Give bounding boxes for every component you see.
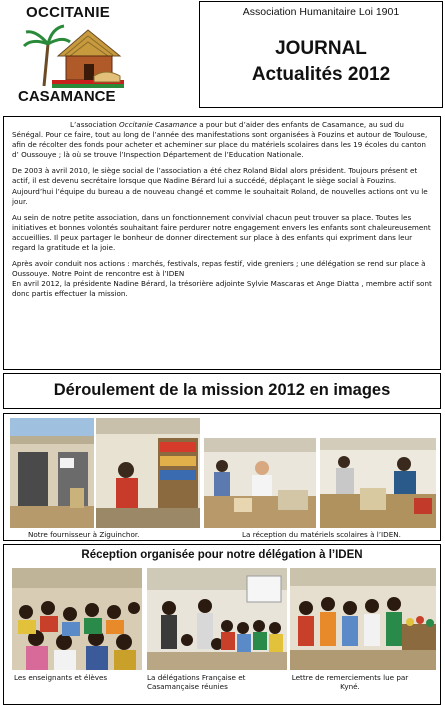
association-logo bbox=[2, 2, 152, 109]
caption-reception-materials: La réception du matériels scolaires à l’IDEN. bbox=[242, 530, 401, 539]
journal-title: JOURNAL bbox=[275, 38, 367, 59]
article-paragraph-2: De 2003 à avril 2010, le siège social de l’association a été chez Roland Bidal alors président. Toujours présent et actif, il est devenu secrétaire lorsque que Nadine Bérard lui a succédé, déplaçant le siège social à Fouzins. Aujourd’hui l’équipe du bureau a de nouveau changé et comme le souhaitait Roland, de nouvelles actions ont vu le jour. bbox=[12, 166, 428, 206]
article-paragraph-4b: En avril 2012, la présidente Nadine Bérard, la trésorière adjointe Sylvie Mascaras et Ange Diatta , membre actif sont donc partis effectuer la mission. bbox=[12, 279, 432, 299]
mission-title: Déroulement de la mission 2012 en images bbox=[53, 381, 391, 399]
article-paragraph-3: Au sein de notre petite association, dans un fonctionnement convivial chacun peut trouver sa place. Toutes les initiatives et bonnes volontés souhaitant faire perdurer notre engagement envers les enfants sont chaleureusement accueillies. Il peux partager le bonheur de donner directement sur place à des enfants qui expriment dans leur regard la gratitude et la joie. bbox=[12, 212, 431, 253]
photo-teachers-pupils bbox=[12, 568, 142, 670]
association-name-italic: Occitanie Casamance bbox=[119, 120, 197, 129]
p1-lead: L’association bbox=[70, 120, 119, 129]
mission-heading-box bbox=[3, 373, 441, 409]
photo-supplier-storefront bbox=[10, 418, 94, 528]
journal-header-box bbox=[199, 1, 443, 108]
photo-supplier-interior bbox=[96, 418, 200, 528]
caption-supplier: Notre fournisseur à Ziguinchor. bbox=[28, 530, 140, 539]
photo-iden-reception-1 bbox=[204, 438, 316, 528]
caption-delegations: La délégations Française et Casamançaise réunies bbox=[147, 673, 246, 691]
p1-rest: a pour but d’aider des enfants de Casamance, au sud du Sénégal. Pour ce faire, tout au long de l’année des manifestations sont organisées à Fouzins et autour de Toulouse, afin de récolter des fonds pour acheter et acheminer sur place du matériels scolaires dans les 19 écoles du canton d’ Oussouye ; là où se trouve l’Inspection Département de l’Education Nationale. bbox=[12, 120, 428, 160]
association-label: Association Humanitaire Loi 1901 bbox=[242, 6, 400, 18]
logo-bottom-text: CASAMANCE bbox=[18, 88, 116, 105]
photo-iden-reception-2 bbox=[320, 438, 436, 528]
iden-section-title: Réception organisée pour notre délégation à l’IDEN bbox=[81, 549, 363, 561]
article-paragraph-4a: Après avoir conduit nos actions : marchés, festivals, repas festif, vide greniers ; une délégation se rend sur place à Oussouye. Notre Point de rencontre est à l’IDEN bbox=[12, 259, 426, 279]
photo-panel-iden bbox=[3, 544, 441, 705]
photo-panel-delivery bbox=[3, 413, 441, 541]
caption-teachers-pupils: Les enseignants et élèves bbox=[14, 673, 108, 682]
journal-subtitle: Actualités 2012 bbox=[251, 64, 391, 85]
photo-thank-you-letter bbox=[290, 568, 436, 670]
hut-logo-icon bbox=[22, 20, 132, 90]
logo-top-text: OCCITANIE bbox=[26, 4, 111, 21]
article-box bbox=[3, 116, 441, 370]
article-paragraph-1 bbox=[12, 120, 434, 160]
photo-delegations bbox=[147, 568, 287, 670]
caption-thank-you-letter: Lettre de remerciements lue par Kyné. bbox=[291, 673, 409, 691]
